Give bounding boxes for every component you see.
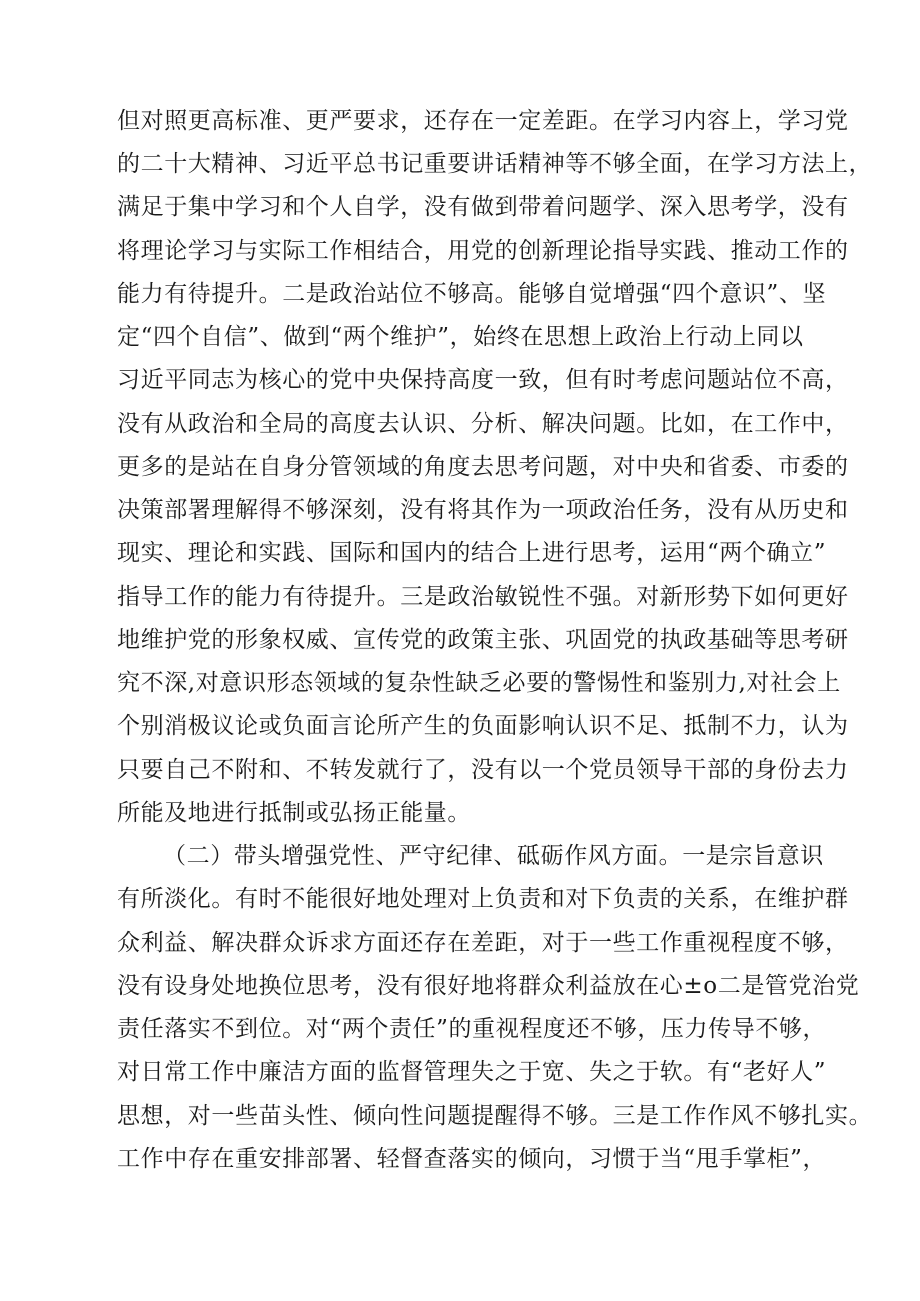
- paragraph-line: 思想，对一些苗头性、倾向性问题提醒得不够。三是工作作风不够扎实。: [117, 1103, 873, 1129]
- paragraph-line: 将理论学习与实际工作相结合，用党的创新理论指导实践、推动工作的: [117, 238, 849, 264]
- paragraph-line: 但对照更高标准、更严要求，还存在一定差距。在学习内容上，学习党: [117, 108, 849, 134]
- paragraph-line: 习近平同志为核心的党中央保持高度一致，但有时考虑问题站位不高，: [117, 367, 849, 393]
- paragraph-line: 只要自己不附和、不转发就行了，没有以一个党员领导干部的身份去力: [117, 757, 849, 783]
- paragraph-line: 的二十大精神、习近平总书记重要讲话精神等不够全面，在学习方法上，: [117, 151, 873, 177]
- paragraph-line: 所能及地进行抵制或弘扬正能量。: [117, 800, 471, 826]
- paragraph-line: 没有设身处地换位思考，没有很好地将群众利益放在心±o二是管党治党: [117, 973, 860, 999]
- paragraph-line: 究不深,对意识形态领域的复杂性缺乏必要的警惕性和鉴别力,对社会上: [117, 670, 841, 696]
- paragraph-line: 地维护党的形象权威、宣传党的政策主张、巩固党的执政基础等思考研: [117, 627, 849, 653]
- paragraph-line: 决策部署理解得不够深刻，没有将其作为一项政治任务，没有从历史和: [117, 497, 849, 523]
- paragraph-line: 对日常工作中廉洁方面的监督管理失之于宽、失之于软。有“老好人”: [117, 1059, 827, 1085]
- paragraph-line: 更多的是站在自身分管领域的角度去思考问题，对中央和省委、市委的: [117, 454, 849, 480]
- paragraph-line: 定“四个自信”、做到“两个维护”，始终在思想上政治上行动上同以: [117, 324, 804, 350]
- paragraph-line: 有所淡化。有时不能很好地处理对上负责和对下负责的关系，在维护群: [117, 886, 849, 912]
- paragraph-line: 指导工作的能力有待提升。三是政治敏锐性不强。对新形势下如何更好: [117, 584, 849, 610]
- paragraph-line: 现实、理论和实践、国际和国内的结合上进行思考，运用“两个确立”: [117, 540, 827, 566]
- paragraph-line: 满足于集中学习和个人自学，没有做到带着问题学、深入思考学，没有: [117, 194, 849, 220]
- section-heading-line: （二）带头增强党性、严守纪律、砥砺作风方面。一是宗旨意识: [163, 843, 824, 869]
- paragraph-line: 众利益、解决群众诉求方面还存在差距，对于一些工作重视程度不够，: [117, 930, 849, 956]
- paragraph-line: 能力有待提升。二是政治站位不够高。能够自觉增强“四个意识”、坚: [117, 281, 827, 307]
- paragraph-line: 个别消极议论或负面言论所产生的负面影响认识不足、抵制不力，认为: [117, 713, 849, 739]
- paragraph-line: 责任落实不到位。对“两个责任”的重视程度还不够，压力传导不够，: [117, 1016, 827, 1042]
- paragraph-line: 工作中存在重安排部署、轻督查落实的倾向，习惯于当“甩手掌柜”，: [117, 1146, 827, 1172]
- paragraph-line: 没有从政治和全局的高度去认识、分析、解决问题。比如，在工作中，: [117, 411, 849, 437]
